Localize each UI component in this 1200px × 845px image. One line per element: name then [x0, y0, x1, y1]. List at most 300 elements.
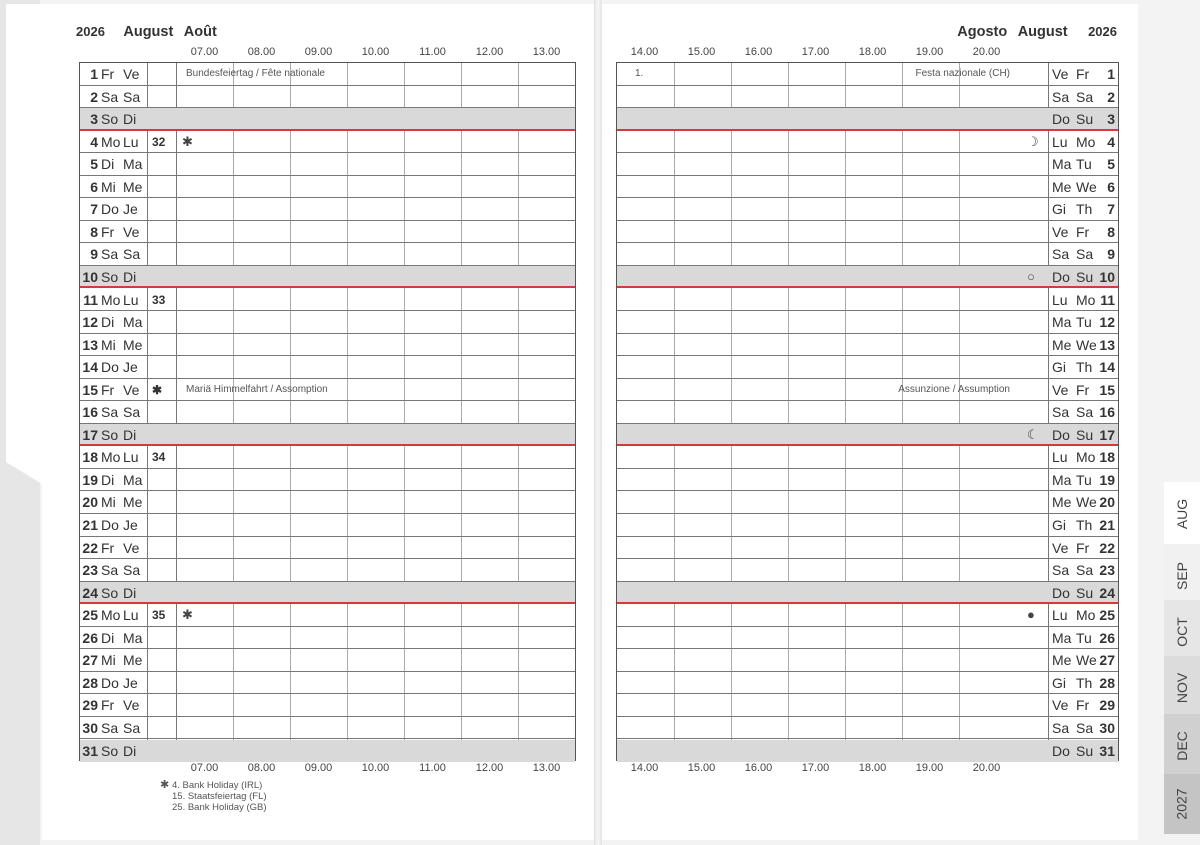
weekday-fr: Lu [123, 607, 139, 624]
holiday-note: 1. [635, 68, 644, 79]
day-row[interactable] [617, 334, 1118, 357]
day-row[interactable] [80, 604, 575, 627]
tab-oct[interactable]: OCT [1164, 600, 1200, 664]
day-number: 24 [1099, 584, 1115, 601]
day-number: 30 [1099, 719, 1115, 736]
weekday-fr: Sa [123, 562, 141, 579]
weekday-fr: Di [123, 268, 137, 285]
weekday-en: We [1076, 178, 1097, 195]
day-row[interactable] [617, 63, 1118, 86]
day-row[interactable] [80, 311, 575, 334]
day-row[interactable] [617, 266, 1118, 289]
day-number: 24 [82, 584, 98, 601]
day-number: 3 [90, 111, 98, 128]
day-row[interactable] [617, 243, 1118, 266]
weekday-de: Mo [101, 607, 121, 624]
hour-label: 15.00 [687, 46, 716, 58]
hour-label: 18.00 [858, 762, 887, 774]
hour-label: 13.00 [532, 762, 561, 774]
left-month-de: August [123, 24, 174, 40]
day-number: 2 [90, 88, 98, 105]
hour-label: 12.00 [475, 762, 504, 774]
day-row[interactable] [80, 649, 575, 672]
weekday-de: Mo [101, 449, 121, 466]
weekday-en: Mo [1076, 133, 1096, 150]
day-number: 12 [1099, 314, 1115, 331]
week-number: 35 [152, 608, 166, 623]
tab-dec[interactable]: DEC [1164, 714, 1200, 778]
weekday-en: We [1076, 652, 1097, 669]
day-row[interactable] [80, 694, 575, 717]
day-row[interactable] [617, 537, 1118, 560]
weekday-en: Tu [1076, 314, 1092, 331]
day-number: 12 [82, 314, 98, 331]
weekday-de: Fr [101, 223, 115, 240]
weekday-en: Th [1076, 674, 1093, 691]
weekday-de: Mi [101, 178, 116, 195]
day-row[interactable] [617, 491, 1118, 514]
weekday-fr: Lu [123, 449, 139, 466]
weekday-en: Tu [1076, 629, 1092, 646]
weekday-en: Su [1076, 111, 1094, 128]
day-number: 27 [82, 652, 98, 669]
weekday-en: Tu [1076, 471, 1092, 488]
day-number: 21 [1099, 517, 1115, 533]
day-row[interactable] [80, 717, 575, 740]
weekday-en: Su [1076, 426, 1094, 443]
weekday-fr: Me [123, 494, 143, 511]
day-row[interactable] [617, 86, 1118, 109]
weekday-en: Th [1076, 201, 1093, 218]
hour-label: 07.00 [190, 46, 219, 58]
weekday-de: Mo [101, 133, 121, 150]
day-number: 17 [82, 426, 98, 443]
day-row[interactable] [80, 108, 575, 131]
day-number: 19 [1099, 471, 1115, 488]
day-row[interactable] [80, 176, 575, 199]
day-number: 11 [1100, 291, 1115, 308]
day-row[interactable] [80, 243, 575, 266]
weekday-it: Do [1052, 426, 1070, 443]
week-number: ✱ [152, 382, 163, 397]
left-year: 2026 [76, 24, 105, 39]
weekday-it: Ve [1052, 697, 1069, 714]
hour-label: 09.00 [304, 762, 333, 774]
weekday-fr: Lu [123, 133, 139, 150]
month-index-tabs [1138, 0, 1200, 845]
hour-label: 20.00 [972, 762, 1001, 774]
weekday-en: Su [1076, 742, 1094, 759]
day-number: 9 [1107, 246, 1115, 263]
day-number: 16 [82, 404, 98, 421]
day-row[interactable] [80, 582, 575, 605]
day-number: 29 [1099, 697, 1115, 714]
day-number: 5 [1107, 156, 1115, 173]
day-row[interactable] [617, 356, 1118, 379]
weekday-de: Mo [101, 291, 121, 308]
day-row[interactable] [80, 559, 575, 582]
weekday-fr: Lu [123, 291, 139, 308]
day-row[interactable] [617, 559, 1118, 582]
day-row[interactable] [80, 672, 575, 695]
hour-label: 17.00 [801, 46, 830, 58]
hour-label: 19.00 [915, 46, 944, 58]
weekday-it: Ve [1052, 66, 1069, 82]
tab-sep[interactable]: SEP [1164, 544, 1200, 608]
day-number: 19 [82, 471, 98, 488]
weekday-de: Di [101, 629, 115, 646]
day-number: 9 [90, 246, 98, 263]
day-number: 26 [82, 629, 98, 646]
day-row[interactable] [80, 514, 575, 537]
weekday-de: Do [101, 674, 119, 691]
day-row[interactable] [617, 131, 1118, 154]
left-page-header [76, 23, 217, 41]
right-month-it: Agosto [957, 24, 1008, 40]
weekday-fr: Je [123, 674, 138, 691]
weekday-fr: Me [123, 178, 143, 195]
day-number: 8 [1107, 223, 1115, 240]
weekday-en: We [1076, 336, 1097, 353]
holiday-note: Bundesfeiertag / Fête nationale [186, 68, 325, 79]
hour-label: 14.00 [630, 46, 659, 58]
day-row[interactable] [80, 266, 575, 289]
weekday-fr: Sa [123, 88, 141, 105]
weekday-it: Gi [1052, 517, 1066, 533]
weekday-fr: Ma [123, 471, 143, 488]
day-number: 17 [1099, 426, 1115, 443]
day-row[interactable] [617, 672, 1118, 695]
day-row[interactable] [80, 153, 575, 176]
day-row[interactable] [617, 221, 1118, 244]
day-number: 7 [90, 201, 98, 218]
hour-label: 10.00 [361, 46, 390, 58]
weekday-de: Di [101, 314, 115, 331]
weekday-fr: Sa [123, 719, 141, 736]
weekday-de: So [101, 426, 119, 443]
hour-label: 08.00 [247, 762, 276, 774]
weekday-fr: Di [123, 111, 137, 128]
page-gutter [594, 0, 602, 845]
day-number: 16 [1099, 404, 1115, 421]
weekday-en: Sa [1076, 562, 1094, 579]
right-day-grid [616, 62, 1119, 761]
weekday-it: Lu [1052, 291, 1068, 308]
day-row[interactable] [80, 198, 575, 221]
day-row[interactable] [617, 649, 1118, 672]
weekday-de: Mi [101, 336, 116, 353]
day-number: 31 [82, 742, 98, 759]
day-row[interactable] [617, 153, 1118, 176]
weekday-en: Sa [1076, 404, 1094, 421]
weekday-en: Mo [1076, 449, 1096, 466]
day-row[interactable] [617, 289, 1118, 312]
day-row[interactable] [80, 379, 575, 402]
day-number: 28 [82, 674, 98, 691]
weekday-fr: Me [123, 652, 143, 669]
hour-label: 11.00 [419, 762, 446, 774]
day-row[interactable] [80, 86, 575, 109]
day-number: 2 [1107, 88, 1115, 105]
day-number: 15 [82, 381, 98, 398]
weekday-fr: Di [123, 584, 137, 601]
weekday-fr: Je [123, 359, 138, 376]
day-number: 10 [82, 268, 98, 285]
day-number: 28 [1099, 674, 1115, 691]
left-month-fr: Août [183, 24, 217, 40]
weekday-de: Sa [101, 246, 119, 263]
weekday-en: Mo [1076, 291, 1096, 308]
weekday-en: Mo [1076, 607, 1096, 624]
weekday-it: Ve [1052, 539, 1069, 556]
weekday-en: Tu [1076, 156, 1092, 173]
weekday-en: We [1076, 494, 1097, 511]
weekday-it: Gi [1052, 359, 1066, 376]
week-number: 32 [152, 134, 166, 149]
weekday-fr: Me [123, 336, 143, 353]
day-number: 11 [83, 291, 98, 308]
day-number: 13 [1099, 336, 1115, 353]
day-row[interactable] [80, 469, 575, 492]
hour-label: 13.00 [532, 46, 561, 58]
weekday-en: Fr [1076, 66, 1090, 82]
day-row[interactable] [617, 604, 1118, 627]
weekday-fr: Je [123, 201, 138, 218]
week-number: 34 [152, 450, 166, 465]
weekday-it: Sa [1052, 404, 1070, 421]
day-number: 1 [90, 66, 98, 82]
weekday-de: Do [101, 517, 119, 533]
day-number: 4 [90, 133, 98, 150]
weekday-it: Lu [1052, 607, 1068, 624]
day-number: 18 [1099, 449, 1115, 466]
weekday-fr: Di [123, 742, 137, 759]
weekday-it: Sa [1052, 719, 1070, 736]
weekday-it: Sa [1052, 88, 1070, 105]
weekday-en: Sa [1076, 719, 1094, 736]
weekday-fr: Di [123, 426, 137, 443]
tab-2027[interactable]: 2027 [1164, 774, 1200, 834]
day-row[interactable] [617, 198, 1118, 221]
day-row[interactable] [80, 63, 575, 86]
day-row[interactable] [80, 627, 575, 650]
holiday-asterisk: ✱ [182, 133, 193, 149]
day-row[interactable] [617, 311, 1118, 334]
weekday-en: Sa [1076, 88, 1094, 105]
hour-label: 16.00 [744, 46, 773, 58]
day-row[interactable] [80, 131, 575, 154]
day-number: 14 [1099, 359, 1115, 376]
day-number: 14 [82, 359, 98, 376]
day-number: 6 [1107, 178, 1115, 195]
day-number: 10 [1099, 268, 1115, 285]
weekday-fr: Je [123, 517, 138, 533]
day-row[interactable] [617, 176, 1118, 199]
footnote-line: 4. Bank Holiday (IRL) [172, 780, 263, 791]
day-row[interactable] [80, 424, 575, 447]
day-number: 8 [90, 223, 98, 240]
footnote-line: 25. Bank Holiday (GB) [172, 802, 267, 813]
weekday-it: Me [1052, 494, 1072, 511]
weekday-en: Sa [1076, 246, 1094, 263]
weekday-it: Ma [1052, 629, 1072, 646]
holiday-note: Mariä Himmelfahrt / Assomption [186, 383, 328, 395]
day-number: 30 [82, 719, 98, 736]
hour-label: 14.00 [630, 762, 659, 774]
day-row[interactable] [617, 379, 1118, 402]
day-row[interactable] [617, 627, 1118, 650]
hour-label: 09.00 [304, 46, 333, 58]
hour-label: 08.00 [247, 46, 276, 58]
hour-label: 19.00 [915, 762, 944, 774]
day-row[interactable] [617, 514, 1118, 537]
holiday-note: Assunzione / Assumption [898, 383, 1010, 395]
weekday-en: Su [1076, 584, 1094, 601]
weekday-fr: Sa [123, 246, 141, 263]
day-number: 23 [1099, 562, 1115, 579]
weekday-de: Fr [101, 66, 115, 82]
day-number: 27 [1099, 652, 1115, 669]
moon-phase-icon: ☽ [1027, 133, 1039, 149]
hour-label: 18.00 [858, 46, 887, 58]
day-row[interactable] [80, 401, 575, 424]
weekday-it: Gi [1052, 674, 1066, 691]
weekday-it: Lu [1052, 133, 1068, 150]
weekday-de: So [101, 268, 119, 285]
weekday-fr: Ma [123, 314, 143, 331]
weekday-en: Th [1076, 359, 1093, 376]
weekday-de: So [101, 742, 119, 759]
day-row[interactable] [617, 401, 1118, 424]
right-page-header [957, 23, 1117, 41]
weekday-it: Ve [1052, 223, 1069, 240]
weekday-fr: Ve [123, 223, 140, 240]
day-row[interactable] [617, 108, 1118, 131]
weekday-de: Fr [101, 539, 115, 556]
weekday-de: Do [101, 201, 119, 218]
weekday-fr: Sa [123, 404, 141, 421]
day-number: 26 [1099, 629, 1115, 646]
weekday-de: Sa [101, 719, 119, 736]
weekday-it: Do [1052, 742, 1070, 759]
day-number: 29 [82, 697, 98, 714]
weekday-de: Di [101, 471, 115, 488]
day-row[interactable] [80, 740, 575, 763]
moon-phase-icon: ☾ [1027, 426, 1039, 442]
weekday-de: Di [101, 156, 115, 173]
weekday-fr: Ve [123, 381, 140, 398]
hour-scale-right-top [616, 46, 1020, 62]
weekday-de: Do [101, 359, 119, 376]
weekday-fr: Ma [123, 629, 143, 646]
day-row[interactable] [617, 717, 1118, 740]
hour-label: 12.00 [475, 46, 504, 58]
holiday-note: Festa nazionale (CH) [915, 68, 1010, 79]
weekday-it: Do [1052, 584, 1070, 601]
weekday-en: Fr [1076, 381, 1090, 398]
day-number: 22 [1099, 539, 1115, 556]
hour-label: 07.00 [190, 762, 219, 774]
weekday-en: Fr [1076, 697, 1090, 714]
weekday-it: Me [1052, 652, 1072, 669]
hour-scale-left-top [176, 46, 576, 62]
day-row[interactable] [617, 740, 1118, 763]
day-number: 1 [1107, 66, 1115, 82]
day-row[interactable] [80, 491, 575, 514]
day-number: 3 [1107, 111, 1115, 128]
hour-scale-left-bottom [176, 762, 576, 778]
day-number: 13 [82, 336, 98, 353]
weekday-it: Me [1052, 178, 1072, 195]
day-row[interactable] [80, 537, 575, 560]
weekday-it: Ma [1052, 471, 1072, 488]
day-row[interactable] [80, 334, 575, 357]
day-row[interactable] [80, 221, 575, 244]
weekday-de: So [101, 111, 119, 128]
weekday-it: Gi [1052, 201, 1066, 218]
day-number: 7 [1107, 201, 1115, 218]
left-day-grid [79, 62, 576, 761]
day-number: 22 [82, 539, 98, 556]
weekday-en: Fr [1076, 223, 1090, 240]
day-row[interactable] [617, 469, 1118, 492]
weekday-it: Do [1052, 268, 1070, 285]
hour-label: 10.00 [361, 762, 390, 774]
day-number: 20 [82, 494, 98, 511]
footnote-asterisk: ✱ [160, 779, 170, 791]
tab-nov[interactable]: NOV [1164, 656, 1200, 720]
hour-label: 20.00 [972, 46, 1001, 58]
footnote-line: 15. Staatsfeiertag (FL) [172, 791, 267, 802]
weekday-de: Mi [101, 652, 116, 669]
holiday-asterisk: ✱ [182, 607, 193, 623]
day-row[interactable] [617, 446, 1118, 469]
weekday-it: Lu [1052, 449, 1068, 466]
weekday-it: Ma [1052, 156, 1072, 173]
tab-aug[interactable]: AUG [1164, 482, 1200, 546]
day-number: 5 [90, 156, 98, 173]
day-number: 25 [82, 607, 98, 624]
day-number: 23 [82, 562, 98, 579]
day-row[interactable] [617, 582, 1118, 605]
weekday-it: Me [1052, 336, 1072, 353]
holiday-footnotes [160, 780, 267, 813]
moon-phase-icon: ● [1027, 607, 1035, 623]
hour-label: 16.00 [744, 762, 773, 774]
day-row[interactable] [80, 446, 575, 469]
day-row[interactable] [617, 424, 1118, 447]
right-year: 2026 [1088, 24, 1117, 39]
day-row[interactable] [80, 356, 575, 379]
weekday-fr: Ma [123, 156, 143, 173]
hour-label: 15.00 [687, 762, 716, 774]
weekday-de: Fr [101, 697, 115, 714]
day-row[interactable] [617, 694, 1118, 717]
weekday-de: Sa [101, 88, 119, 105]
hour-scale-right-bottom [616, 762, 1020, 778]
weekday-de: So [101, 584, 119, 601]
weekday-en: Th [1076, 517, 1093, 533]
weekday-it: Ve [1052, 381, 1069, 398]
moon-phase-icon: ○ [1027, 268, 1035, 284]
weekday-fr: Ve [123, 697, 140, 714]
week-number: 33 [152, 292, 166, 307]
day-row[interactable] [80, 289, 575, 312]
weekday-de: Mi [101, 494, 116, 511]
day-number: 20 [1099, 494, 1115, 511]
weekday-it: Ma [1052, 314, 1072, 331]
day-number: 15 [1099, 381, 1115, 398]
